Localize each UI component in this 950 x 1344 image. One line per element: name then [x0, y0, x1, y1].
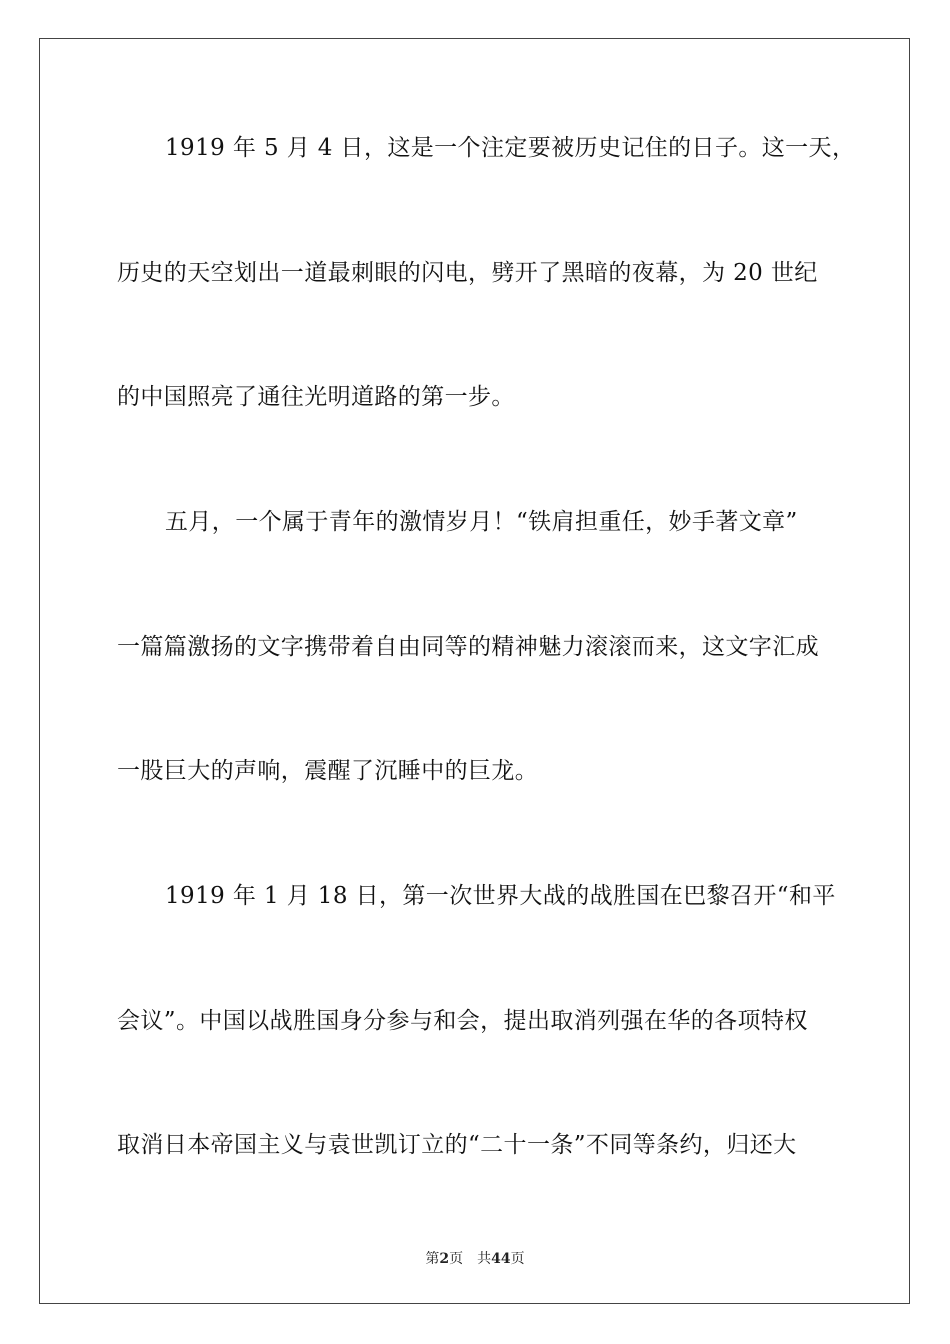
- paragraph-2-line-1: 五月，一个属于青年的激情岁月！“铁肩担重任，妙手著文章”: [165, 509, 798, 535]
- paragraph-3-line-3: 取消日本帝国主义与袁世凯订立的“二十一条”不同等条约，归还大: [117, 1132, 797, 1158]
- page-footer: [0, 1248, 950, 1268]
- total-suffix: 页: [510, 1251, 525, 1267]
- paragraph-2-line-3: 一股巨大的声响，震醒了沉睡中的巨龙。: [117, 758, 539, 784]
- total-pages: 44: [491, 1251, 511, 1267]
- paragraph-3-line-1: 1919 年 1 月 18 日，第一次世界大战的战胜国在巴黎召开“和平: [165, 883, 836, 909]
- paragraph-1-line-1: 1919 年 5 月 4 日，这是一个注定要被历史记住的日子。这一天，: [165, 135, 856, 161]
- paragraph-1-line-3: 的中国照亮了通往光明道路的第一步。: [117, 384, 515, 410]
- page-number: 2: [439, 1251, 450, 1267]
- paragraph-1-line-2: 历史的天空划出一道最刺眼的闪电，劈开了黑暗的夜幕，为 20 世纪: [117, 260, 818, 286]
- page-prefix: 第: [425, 1251, 440, 1267]
- paragraph-3-line-2: 会议”。中国以战胜国身分参与和会，提出取消列强在华的各项特权: [117, 1008, 808, 1034]
- total-prefix: 共: [477, 1251, 492, 1267]
- paragraph-2-line-2: 一篇篇激扬的文字携带着自由同等的精神魅力滚滚而来，这文字汇成: [117, 634, 819, 660]
- page-border: [39, 38, 910, 1304]
- page-suffix: 页: [449, 1251, 464, 1267]
